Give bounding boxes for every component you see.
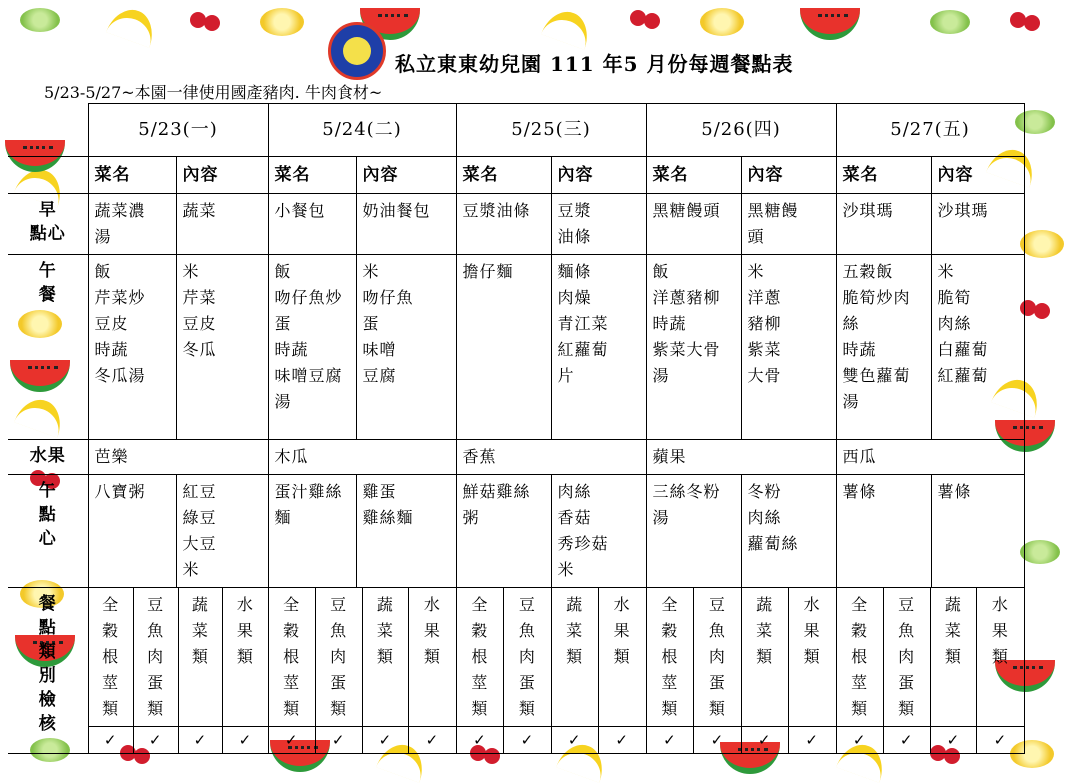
breakfast-content-cell: 豆漿 油條 bbox=[551, 194, 646, 255]
lunch-content-cell: 麵條 肉燥 青江菜 紅蘿蔔 片 bbox=[551, 255, 646, 440]
lunch-dish-cell: 擔仔麵 bbox=[456, 255, 551, 440]
lunch-dish-cell: 飯 芹菜炒 豆皮 時蔬 冬瓜湯 bbox=[88, 255, 176, 440]
dish-column-header: 菜名 bbox=[646, 157, 741, 194]
snack-dish-cell: 三絲冬粉 湯 bbox=[646, 475, 741, 588]
check-mark: ✓ bbox=[178, 727, 223, 754]
check-mark: ✓ bbox=[788, 727, 835, 754]
check-mark: ✓ bbox=[362, 727, 409, 754]
corner-cell bbox=[8, 157, 88, 194]
snack-row bbox=[8, 475, 1024, 588]
check-mark: ✓ bbox=[504, 727, 551, 754]
content-column-header: 內容 bbox=[931, 157, 1024, 194]
food-category-label: 豆 魚 肉 蛋 類 bbox=[133, 588, 178, 727]
lunch-dish-cell: 飯 吻仔魚炒 蛋 時蔬 味噌豆腐 湯 bbox=[268, 255, 356, 440]
breakfast-row-label: 早 點心 bbox=[8, 194, 88, 255]
snack-row-label: 午 點 心 bbox=[8, 475, 88, 588]
snack-content-cell: 薯條 bbox=[931, 475, 1024, 588]
check-mark: ✓ bbox=[551, 727, 598, 754]
check-mark: ✓ bbox=[409, 727, 456, 754]
food-category-label: 全 穀 根 莖 類 bbox=[283, 595, 301, 718]
lunch-row bbox=[8, 255, 1024, 440]
category-row bbox=[8, 588, 1024, 754]
lime-decoration bbox=[1020, 540, 1060, 564]
snack-content-cell: 雞蛋 雞絲麵 bbox=[356, 475, 456, 588]
check-mark: ✓ bbox=[89, 727, 134, 754]
breakfast-content-cell: 蔬菜 bbox=[176, 194, 268, 255]
date-row bbox=[8, 104, 1024, 157]
food-category-label: 水 果 類 bbox=[977, 588, 1024, 727]
category-group bbox=[646, 588, 836, 754]
food-category-label: 水 果 類 bbox=[788, 588, 835, 727]
cherry-decoration bbox=[630, 10, 646, 26]
date-header: 5/25(三) bbox=[456, 104, 646, 157]
breakfast-row bbox=[8, 194, 1024, 255]
snack-dish-cell: 薯條 bbox=[836, 475, 931, 588]
food-category-label: 全 穀 根 莖 類 bbox=[851, 595, 869, 718]
banana-decoration bbox=[541, 5, 595, 50]
food-category-label: 蔬 菜 類 bbox=[362, 588, 409, 727]
dish-column-header: 菜名 bbox=[88, 157, 176, 194]
fruit-cell: 木瓜 bbox=[268, 440, 456, 475]
check-mark: ✓ bbox=[930, 727, 977, 754]
check-mark: ✓ bbox=[741, 727, 788, 754]
food-category-label: 全 穀 根 莖 類 bbox=[471, 595, 489, 718]
lime-decoration bbox=[930, 10, 970, 34]
food-category-label: 水 果 類 bbox=[409, 588, 456, 727]
breakfast-dish-cell: 蔬菜濃 湯 bbox=[88, 194, 176, 255]
date-header: 5/27(五) bbox=[836, 104, 1024, 157]
breakfast-dish-cell: 小餐包 bbox=[268, 194, 356, 255]
lime-decoration bbox=[20, 8, 60, 32]
content-column-header: 內容 bbox=[741, 157, 836, 194]
cherry-decoration bbox=[190, 12, 206, 28]
date-header: 5/24(二) bbox=[268, 104, 456, 157]
cherry-decoration bbox=[1010, 12, 1026, 28]
lunch-dish-cell: 五穀飯 脆筍炒肉 絲 時蔬 雙色蘿蔔 湯 bbox=[836, 255, 931, 440]
weekly-menu-table bbox=[8, 103, 1025, 754]
food-category-label: 蔬 菜 類 bbox=[741, 588, 788, 727]
check-mark: ✓ bbox=[837, 727, 884, 754]
breakfast-content-cell: 黑糖饅 頭 bbox=[741, 194, 836, 255]
dish-column-header: 菜名 bbox=[836, 157, 931, 194]
check-mark: ✓ bbox=[133, 727, 178, 754]
check-mark: ✓ bbox=[977, 727, 1024, 754]
date-header: 5/23(一) bbox=[88, 104, 268, 157]
snack-content-cell: 冬粉 肉絲 蘿蔔絲 bbox=[741, 475, 836, 588]
lemon-decoration bbox=[700, 8, 744, 36]
fruit-cell: 香蕉 bbox=[456, 440, 646, 475]
category-group bbox=[456, 588, 646, 754]
page-subtitle: 5/23-5/27~本園一律使用國產豬肉. 牛肉食材~ bbox=[44, 83, 383, 102]
corner-cell bbox=[8, 104, 88, 157]
lunch-content-cell: 米 吻仔魚 蛋 味噌 豆腐 bbox=[356, 255, 456, 440]
lemon-decoration bbox=[1020, 230, 1064, 258]
food-category-label: 全 穀 根 莖 類 bbox=[661, 595, 679, 718]
food-category-label: 豆 魚 肉 蛋 類 bbox=[883, 588, 930, 727]
check-mark: ✓ bbox=[315, 727, 362, 754]
check-mark: ✓ bbox=[647, 727, 694, 754]
food-category-label: 全 穀 根 莖 類 bbox=[102, 595, 120, 718]
lunch-dish-cell: 飯 洋蔥豬柳 時蔬 紫菜大骨 湯 bbox=[646, 255, 741, 440]
banana-decoration bbox=[106, 3, 160, 48]
lunch-content-cell: 米 洋蔥 豬柳 紫菜 大骨 bbox=[741, 255, 836, 440]
food-category-label: 豆 魚 肉 蛋 類 bbox=[694, 588, 741, 727]
food-category-label: 蔬 菜 類 bbox=[178, 588, 223, 727]
breakfast-content-cell: 奶油餐包 bbox=[356, 194, 456, 255]
fruit-row-label: 水果 bbox=[8, 440, 88, 475]
breakfast-dish-cell: 豆漿油條 bbox=[456, 194, 551, 255]
watermelon-decoration bbox=[800, 8, 860, 40]
dish-column-header: 菜名 bbox=[456, 157, 551, 194]
food-category-label: 蔬 菜 類 bbox=[930, 588, 977, 727]
category-group bbox=[268, 588, 456, 754]
kindergarten-logo bbox=[328, 22, 386, 80]
snack-dish-cell: 蛋汁雞絲 麵 bbox=[268, 475, 356, 588]
food-category-label: 水 果 類 bbox=[598, 588, 645, 727]
check-mark: ✓ bbox=[269, 727, 316, 754]
lunch-content-cell: 米 芹菜 豆皮 冬瓜 bbox=[176, 255, 268, 440]
snack-content-cell: 肉絲 香菇 秀珍菇 米 bbox=[551, 475, 646, 588]
fruit-cell: 蘋果 bbox=[646, 440, 836, 475]
food-category-label: 豆 魚 肉 蛋 類 bbox=[315, 588, 362, 727]
lunch-row-label: 午 餐 bbox=[8, 255, 88, 440]
food-category-label: 豆 魚 肉 蛋 類 bbox=[504, 588, 551, 727]
breakfast-dish-cell: 沙琪瑪 bbox=[836, 194, 931, 255]
check-mark: ✓ bbox=[694, 727, 741, 754]
category-group bbox=[836, 588, 1024, 754]
fruit-row bbox=[8, 440, 1024, 475]
dish-column-header: 菜名 bbox=[268, 157, 356, 194]
snack-content-cell: 紅豆 綠豆 大豆 米 bbox=[176, 475, 268, 588]
category-group bbox=[88, 588, 268, 754]
food-category-label: 蔬 菜 類 bbox=[551, 588, 598, 727]
column-header-row bbox=[8, 157, 1024, 194]
breakfast-content-cell: 沙琪瑪 bbox=[931, 194, 1024, 255]
content-column-header: 內容 bbox=[176, 157, 268, 194]
date-header: 5/26(四) bbox=[646, 104, 836, 157]
check-mark: ✓ bbox=[883, 727, 930, 754]
content-column-header: 內容 bbox=[551, 157, 646, 194]
snack-dish-cell: 鮮菇雞絲 粥 bbox=[456, 475, 551, 588]
lunch-content-cell: 米 脆筍 肉絲 白蘿蔔 紅蘿蔔 bbox=[931, 255, 1024, 440]
food-category-label: 水 果 類 bbox=[223, 588, 268, 727]
page-title: 私立東東幼兒園 111 年5 月份每週餐點表 bbox=[395, 52, 794, 76]
check-mark: ✓ bbox=[457, 727, 504, 754]
fruit-cell: 芭樂 bbox=[88, 440, 268, 475]
breakfast-dish-cell: 黑糖饅頭 bbox=[646, 194, 741, 255]
snack-dish-cell: 八寶粥 bbox=[88, 475, 176, 588]
check-mark: ✓ bbox=[223, 727, 268, 754]
category-row-label: 餐 點 類 別 檢 核 bbox=[8, 588, 88, 754]
content-column-header: 內容 bbox=[356, 157, 456, 194]
check-mark: ✓ bbox=[598, 727, 645, 754]
lemon-decoration bbox=[260, 8, 304, 36]
fruit-cell: 西瓜 bbox=[836, 440, 1024, 475]
